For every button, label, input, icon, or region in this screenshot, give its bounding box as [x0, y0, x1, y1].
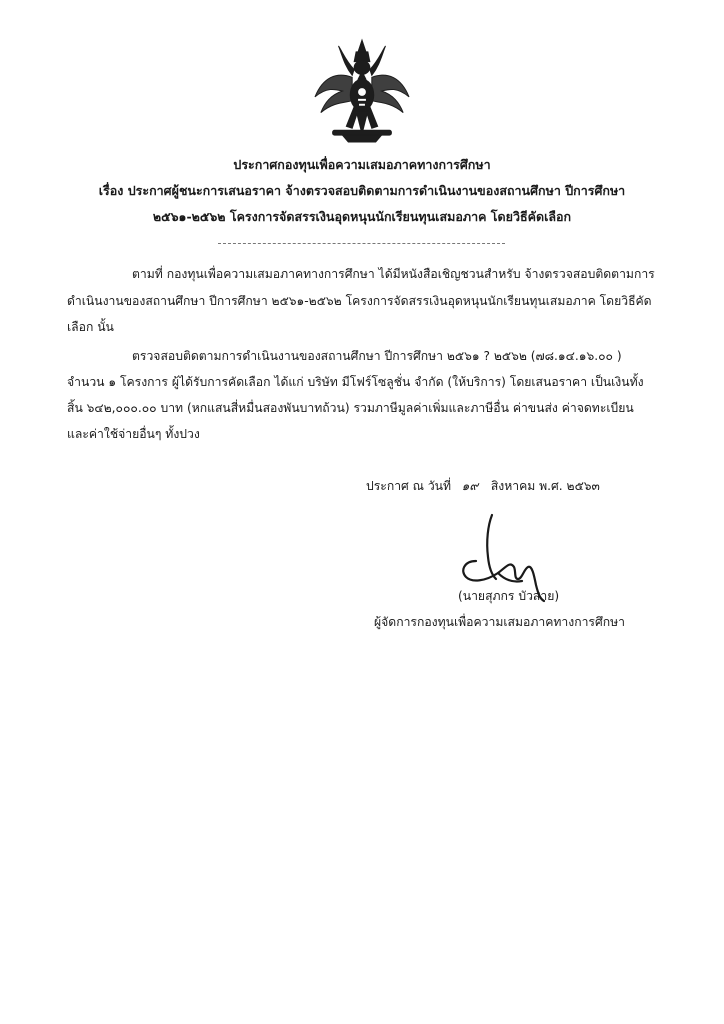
signatory-name: (นายสุภกร บัวสาย): [458, 589, 560, 603]
announcement-subject: เรื่อง ประกาศผู้ชนะการเสนอราคา จ้างตรวจสอบติดตามการดำเนินงานของสถานศึกษา ปีการศึกษา: [98, 183, 626, 198]
paragraph-1-line-2: ดำเนินงานของสถานศึกษา ปีการศึกษา ๒๕๖๑-๒๕๖๒ โครงการจัดสรรเงินอุดหนุนนักเรียนทุนเสมอภาค โดยวิธีคัด: [67, 294, 652, 308]
date-day-handwritten: ๑๙: [461, 479, 479, 493]
signatory-position: ผู้จัดการกองทุนเพื่อความเสมอภาคทางการศึกษา: [374, 615, 625, 629]
announcement-subject-cont: ๒๕๖๑-๒๕๖๒ โครงการจัดสรรเงินอุดหนุนนักเรียนทุนเสมอภาค โดยวิธีคัดเลือก: [152, 209, 572, 224]
paragraph-2-line-3: สิ้น ๖๔๒,๐๐๐.๐๐ บาท (หกแสนสี่หมื่นสองพันบาทถ้วน) รวมภาษีมูลค่าเพิ่มและภาษีอื่น ค่าขนส่ง ค่าจดทะเบียน: [67, 401, 634, 415]
paragraph-2-line-4: และค่าใช้จ่ายอื่นๆ ทั้งปวง: [67, 427, 200, 441]
date-month-year: สิงหาคม พ.ศ. ๒๕๖๓: [490, 479, 600, 493]
announcement-date: [366, 477, 600, 496]
paragraph-1-line-3: เลือก นั้น: [67, 320, 114, 334]
paragraph-2-line-1: ตรวจสอบติดตามการดำเนินงานของสถานศึกษา ปีการศึกษา ๒๕๖๑ ? ๒๕๖๒ (๗๘.๑๔.๑๖.๐๐ ): [132, 349, 622, 363]
paragraph-1-line-1: ตามที่ กองทุนเพื่อความเสมอภาคทางการศึกษา ได้มีหนังสือเชิญชวนสำหรับ จ้างตรวจสอบติดตามการ: [132, 267, 655, 281]
garuda-emblem-icon: [313, 38, 411, 146]
date-prefix: ประกาศ ณ วันที่: [366, 479, 452, 493]
dashed-divider: [218, 243, 505, 244]
paragraph-2-line-2: จำนวน ๑ โครงการ ผู้ได้รับการคัดเลือก ได้แก่ บริษัท มีโฟร์โซลูชั่น จำกัด (ให้บริการ) โดยเสนอราคา เป็นเงินทั้ง: [67, 375, 644, 389]
announcement-title: ประกาศกองทุนเพื่อความเสมอภาคทางการศึกษา: [233, 157, 491, 172]
